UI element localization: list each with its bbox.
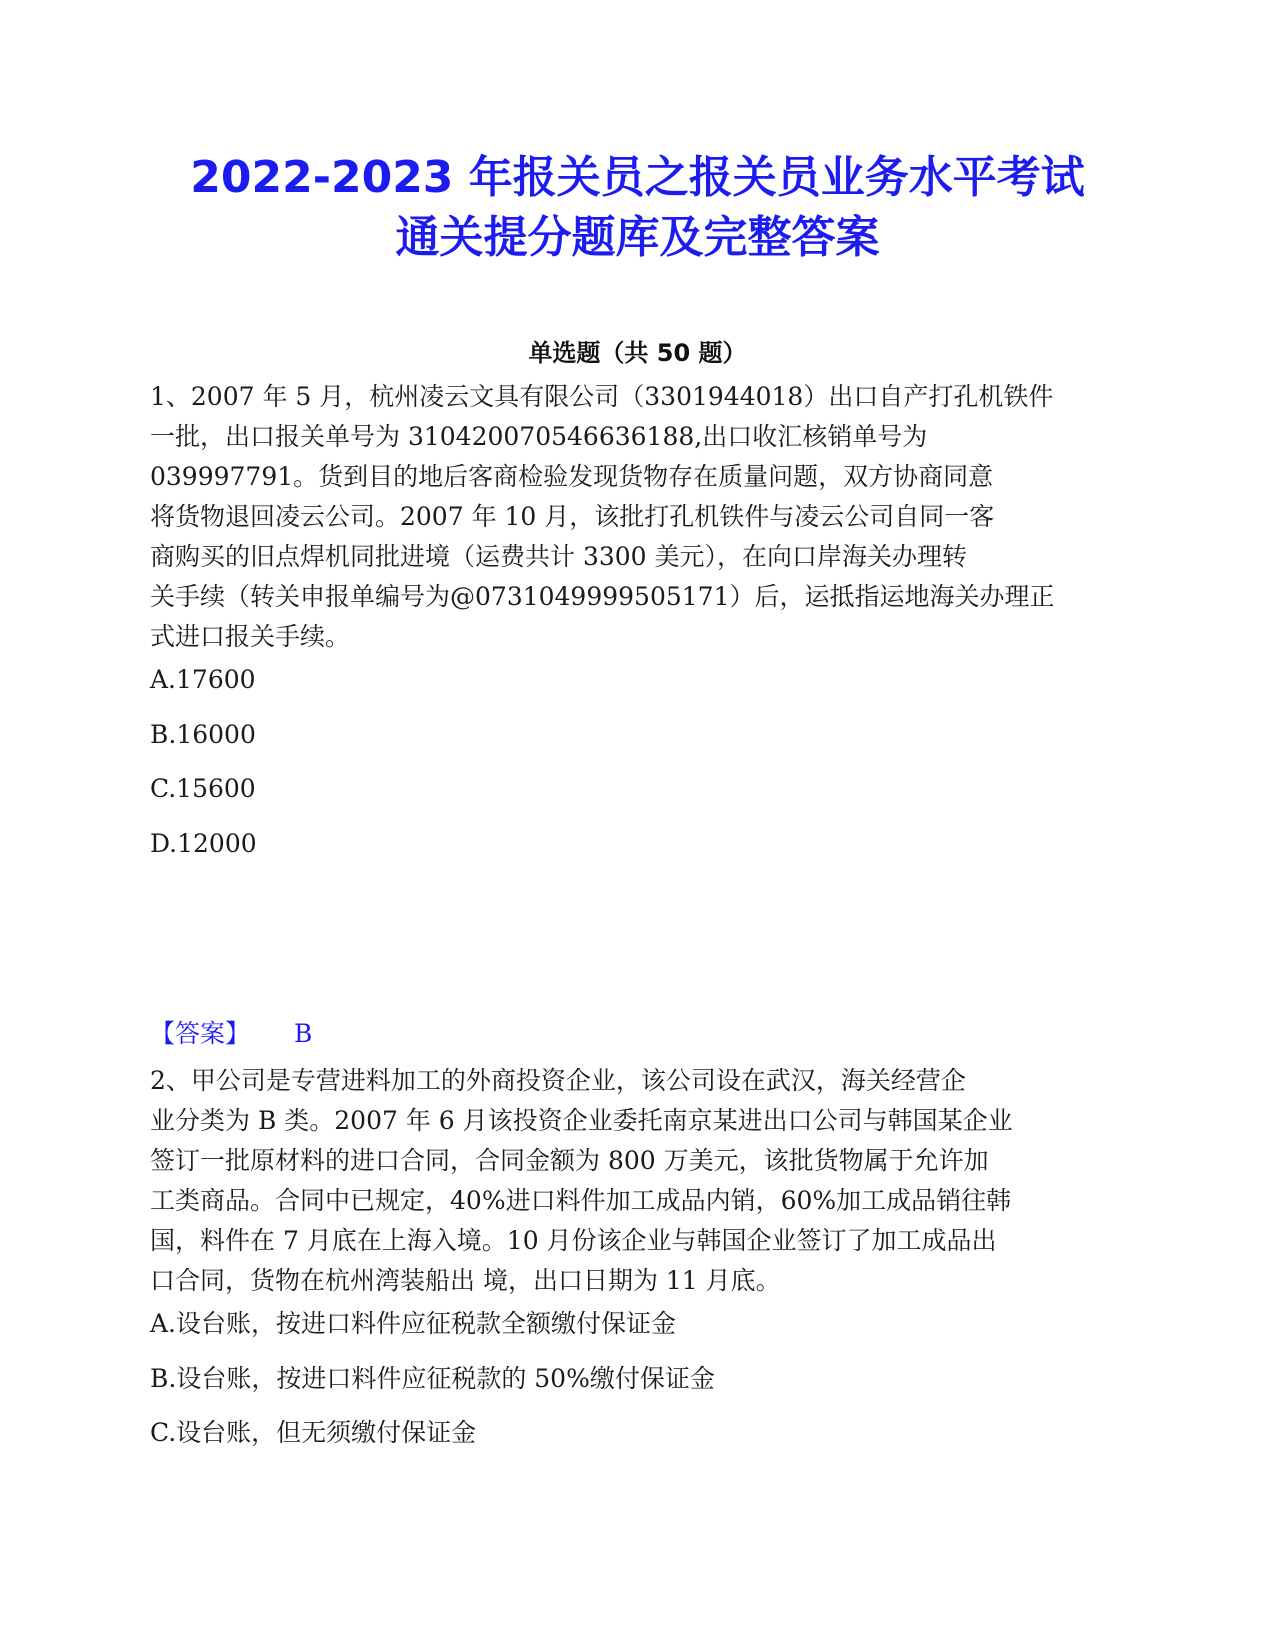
question-2-option-c: C.设台账，但无须缴付保证金 (150, 1418, 477, 1447)
question-2-option-a: A.设台账，按进口料件应征税款全额缴付保证金 (150, 1309, 677, 1338)
question-1-option-d: D.12000 (150, 829, 257, 858)
answer-value: B (294, 1019, 313, 1048)
question-1-line: 1、2007 年 5 月，杭州凌云文具有限公司（3301944018）出口自产打孔机铁件 (150, 382, 1054, 411)
question-1-line: 式进口报关手续。 (150, 622, 351, 651)
question-2-line: 业分类为 B 类。2007 年 6 月该投资企业委托南京某进出口公司与韩国某企业 (150, 1106, 1013, 1135)
question-2-line: 国，料件在 7 月底在上海入境。10 月份该企业与韩国企业签订了加工成品出 (150, 1226, 997, 1255)
question-1-line: 关手续（转关申报单编号为@0731049999505171）后，运抵指运地海关办理正 (150, 582, 1055, 611)
title-line-1: 2022-2023 年报关员之报关员业务水平考试 (190, 152, 1085, 203)
question-1-line: 039997791。货到目的地后客商检验发现货物存在质量问题，双方协商同意 (150, 462, 994, 491)
question-1-text (150, 377, 1130, 657)
document-title (100, 148, 1175, 268)
question-1-option-a: A.17600 (150, 665, 256, 694)
question-1-line: 商购买的旧点焊机同批进境（运费共计 3300 美元），在向口岸海关办理转 (150, 542, 968, 571)
question-2-option-b: B.设台账，按进口料件应征税款的 50%缴付保证金 (150, 1364, 715, 1393)
question-1-option-c: C.15600 (150, 774, 256, 803)
question-2-text (150, 1061, 1130, 1301)
section-heading: 单选题（共 50 题） (528, 339, 747, 367)
title-line-2: 通关提分题库及完整答案 (395, 212, 880, 263)
question-2-line: 工类商品。合同中已规定，40%进口料件加工成品内销，60%加工成品销往韩 (150, 1186, 1012, 1215)
question-1-line: 一批，出口报关单号为 310420070546636188,出口收汇核销单号为 (150, 422, 928, 451)
question-2-line: 签订一批原材料的进口合同，合同金额为 800 万美元，该批货物属于允许加 (150, 1146, 989, 1175)
question-2-line: 2、甲公司是专营进料加工的外商投资企业，该公司设在武汉，海关经营企 (150, 1066, 966, 1095)
answer-label: 【答案】 (150, 1019, 251, 1048)
question-1-option-b: B.16000 (150, 720, 256, 749)
question-2-line: 口合同，货物在杭州湾装船出 境，出口日期为 11 月底。 (150, 1266, 781, 1295)
question-1-line: 将货物退回凌云公司。2007 年 10 月，该批打孔机铁件与凌云公司自同一客 (150, 502, 995, 531)
question-1-answer (150, 1016, 312, 1052)
